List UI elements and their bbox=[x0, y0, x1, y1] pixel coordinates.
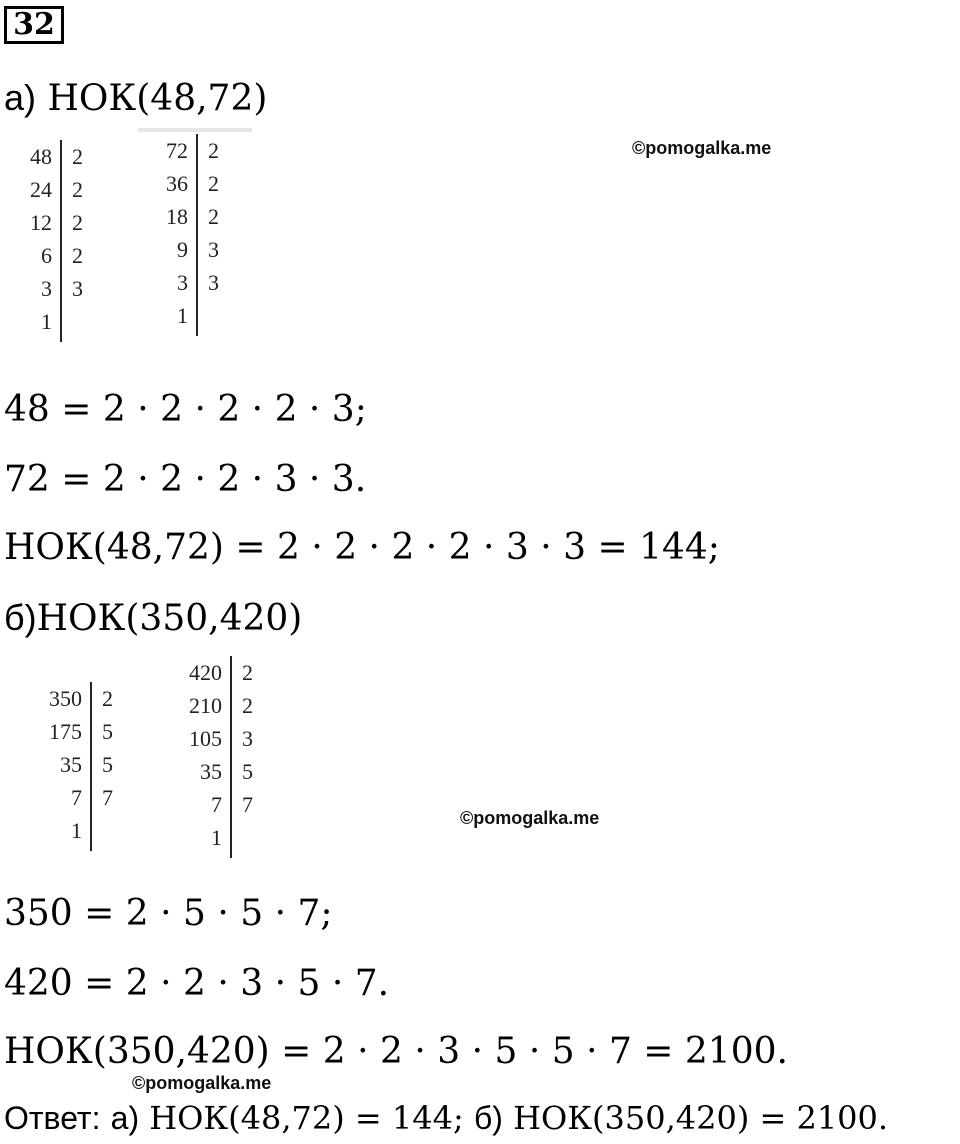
factor-number: 35 bbox=[200, 759, 222, 784]
factor-table-350 bbox=[36, 682, 136, 852]
factor-divisor: 5 bbox=[102, 719, 113, 744]
factor-number: 7 bbox=[71, 785, 82, 810]
factor-number: 3 bbox=[177, 270, 188, 295]
division-bar bbox=[196, 134, 198, 336]
factor-divisor: 2 bbox=[208, 171, 219, 196]
watermark: ©pomogalka.me bbox=[632, 138, 772, 158]
factor-divisor: 5 bbox=[102, 752, 113, 777]
factor-number: 3 bbox=[41, 276, 52, 301]
factor-divisor: 2 bbox=[72, 144, 83, 169]
factor-number: 9 bbox=[177, 237, 188, 262]
factor-divisor: 3 bbox=[208, 237, 219, 262]
factor-number: 72 bbox=[166, 138, 188, 163]
factor-divisor: 2 bbox=[242, 693, 253, 718]
factor-number: 24 bbox=[30, 177, 52, 202]
part-a-title: НОК(48,72) bbox=[47, 78, 268, 119]
part-b-title: НОК(350,420) bbox=[36, 598, 303, 639]
factor-divisor: 2 bbox=[102, 686, 113, 711]
factor-number: 35 bbox=[60, 752, 82, 777]
factor-divisor: 2 bbox=[208, 138, 219, 163]
division-bar bbox=[230, 656, 232, 858]
answer-b: НОК(350,420) = 2100. bbox=[513, 1099, 889, 1137]
part-a-heading bbox=[4, 76, 267, 121]
lcm-350-420: НОК(350,420) = 2 · 2 · 3 · 5 · 5 · 7 = 2100. bbox=[4, 1031, 788, 1072]
factor-divisor: 3 bbox=[72, 276, 83, 301]
answer-a-label: а) bbox=[110, 1100, 140, 1136]
factor-divisor: 7 bbox=[102, 785, 113, 810]
part-a-label: а) bbox=[4, 77, 37, 118]
lcm-48-72: НОК(48,72) = 2 · 2 · 2 · 2 · 3 · 3 = 144; bbox=[4, 527, 720, 568]
part-b-label: б) bbox=[4, 597, 37, 638]
factor-number: 7 bbox=[211, 792, 222, 817]
problem-number: 32 bbox=[4, 6, 64, 44]
factor-divisor: 2 bbox=[72, 210, 83, 235]
factor-number: 1 bbox=[71, 818, 82, 843]
factor-table-48 bbox=[22, 140, 122, 345]
answer-line bbox=[4, 1098, 888, 1138]
factor-number: 420 bbox=[189, 660, 222, 685]
factor-number: 36 bbox=[166, 171, 188, 196]
factor-number: 1 bbox=[211, 825, 222, 850]
factor-number: 18 bbox=[166, 204, 188, 229]
factor-number: 105 bbox=[189, 726, 222, 751]
factor-number: 1 bbox=[177, 303, 188, 328]
watermark: ©pomogalka.me bbox=[132, 1073, 272, 1093]
factorization-350: 350 = 2 · 5 · 5 · 7; bbox=[4, 893, 333, 934]
factor-number: 210 bbox=[189, 693, 222, 718]
answer-label: Ответ: bbox=[4, 1100, 101, 1136]
factor-divisor: 5 bbox=[242, 759, 253, 784]
division-bar bbox=[90, 682, 92, 851]
division-bar bbox=[60, 140, 62, 342]
factor-number: 1 bbox=[41, 309, 52, 334]
watermark: ©pomogalka.me bbox=[460, 808, 600, 828]
factor-divisor: 3 bbox=[242, 726, 253, 751]
factor-divisor: 3 bbox=[208, 270, 219, 295]
factor-divisor: 7 bbox=[242, 792, 253, 817]
factor-table-420 bbox=[176, 656, 276, 861]
factorization-48: 48 = 2 · 2 · 2 · 2 · 3; bbox=[4, 389, 367, 430]
factor-divisor: 2 bbox=[72, 177, 83, 202]
factorization-420: 420 = 2 · 2 · 3 · 5 · 7. bbox=[4, 963, 390, 1004]
factor-divisor: 2 bbox=[72, 243, 83, 268]
decorative-line bbox=[138, 128, 252, 132]
factor-table-72 bbox=[158, 134, 258, 339]
factor-number: 350 bbox=[49, 686, 82, 711]
part-b-heading bbox=[4, 596, 302, 641]
factor-number: 48 bbox=[30, 144, 52, 169]
factor-number: 175 bbox=[49, 719, 82, 744]
answer-b-label: б) bbox=[473, 1100, 503, 1136]
factorization-72: 72 = 2 · 2 · 2 · 3 · 3. bbox=[4, 459, 367, 500]
factor-number: 6 bbox=[41, 243, 52, 268]
factor-divisor: 2 bbox=[242, 660, 253, 685]
factor-number: 12 bbox=[30, 210, 52, 235]
answer-a: НОК(48,72) = 144; bbox=[149, 1099, 464, 1137]
factor-divisor: 2 bbox=[208, 204, 219, 229]
